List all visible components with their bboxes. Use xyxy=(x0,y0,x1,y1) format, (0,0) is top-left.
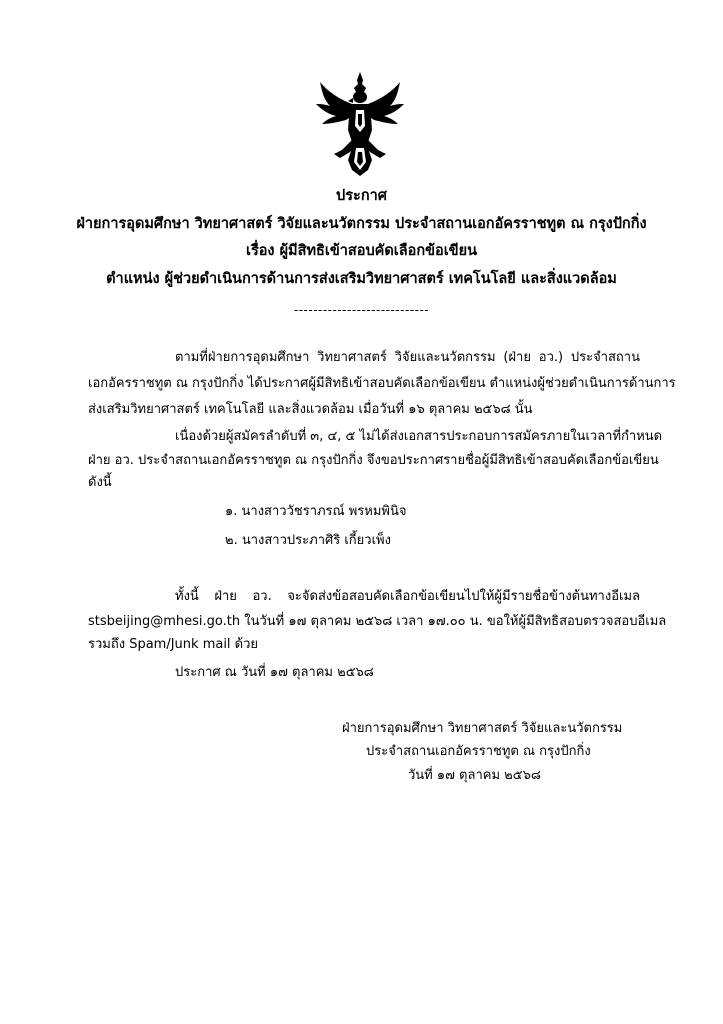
paragraph-2-line-1: เนื่องด้วยผู้สมัครลำดับที่ ๓, ๔, ๕ ไม่ได้ส่งเอกสารประกอบการสมัครภายในเวลาที่กำหนด xyxy=(175,429,663,444)
paragraph-1-line-3: ส่งเสริมวิทยาศาสตร์ เทคโนโลยี และสิ่งแวดล้อม เมื่อวันที่ ๑๖ ตุลาคม ๒๕๖๘ นั้น xyxy=(88,402,533,417)
announcement-title: ประกาศ xyxy=(336,188,387,204)
paragraph-1-line-2: เอกอัครราชทูต ณ กรุงปักกิ่ง ได้ประกาศผู้มีสิทธิเข้าสอบคัดเลือกข้อเขียน ตำแหน่งผู้ช่วยดำเนินการด้านการ xyxy=(88,376,676,391)
paragraph-3-line-2: stsbeijing@mhesi.go.th ในวันที่ ๑๗ ตุลาคม ๒๕๖๘ เวลา ๑๗.๐๐ น. ขอให้ผู้มีสิทธิสอบตรวจสอบอีเมล xyxy=(88,614,667,629)
paragraph-2-line-3: ดังนี้ xyxy=(88,475,112,490)
candidate-1: ๑. นางสาววัชราภรณ์ พรหมพินิจ xyxy=(225,504,407,519)
signature-date: วันที่ ๑๗ ตุลาคม ๒๕๖๘ xyxy=(408,768,541,783)
announcement-date: ประกาศ ณ วันที่ ๑๗ ตุลาคม ๒๕๖๘ xyxy=(175,665,374,680)
paragraph-2-line-2: ฝ่าย อว. ประจำสถานเอกอัครราชทูต ณ กรุงปักกิ่ง จึงขอประกาศรายชื่อผู้มีสิทธิเข้าสอบคัดเลือกข้อเขียน xyxy=(88,453,659,468)
paragraph-3-line-1: ทั้งนี้ ฝ่าย อว. จะจัดส่งข้อสอบคัดเลือกข้อเขียนไปให้ผู้มีรายชื่อข้างต้นทางอีเมล xyxy=(175,589,640,604)
signature-embassy: ประจำสถานเอกอัครราชทูต ณ กรุงปักกิ่ง xyxy=(366,744,591,759)
paragraph-3-line-3: รวมถึง Spam/Junk mail ด้วย xyxy=(88,637,259,652)
signature-agency: ฝ่ายการอุดมศึกษา วิทยาศาสตร์ วิจัยและนวัตกรรม xyxy=(342,721,623,736)
position-title: ตำแหน่ง ผู้ช่วยดำเนินการด้านการส่งเสริมวิทยาศาสตร์ เทคโนโลยี และสิ่งแวดล้อม xyxy=(106,271,617,287)
announcement-subject: เรื่อง ผู้มีสิทธิเข้าสอบคัดเลือกข้อเขียน xyxy=(245,243,477,259)
candidate-2: ๒. นางสาวประภาศิริ เกี้ยวเพ็ง xyxy=(225,533,391,548)
paragraph-1-line-1: ตามที่ฝ่ายการอุดมศึกษา วิทยาศาสตร์ วิจัยและนวัตกรรม (ฝ่าย อว.) ประจำสถาน xyxy=(175,350,640,365)
agency-name: ฝ่ายการอุดมศึกษา วิทยาศาสตร์ วิจัยและนวัตกรรม ประจำสถานเอกอัครราชทูต ณ กรุงปักกิ่ง xyxy=(76,216,647,232)
header-divider: ---------------------------- xyxy=(293,303,430,317)
garuda-emblem-icon xyxy=(312,70,408,178)
